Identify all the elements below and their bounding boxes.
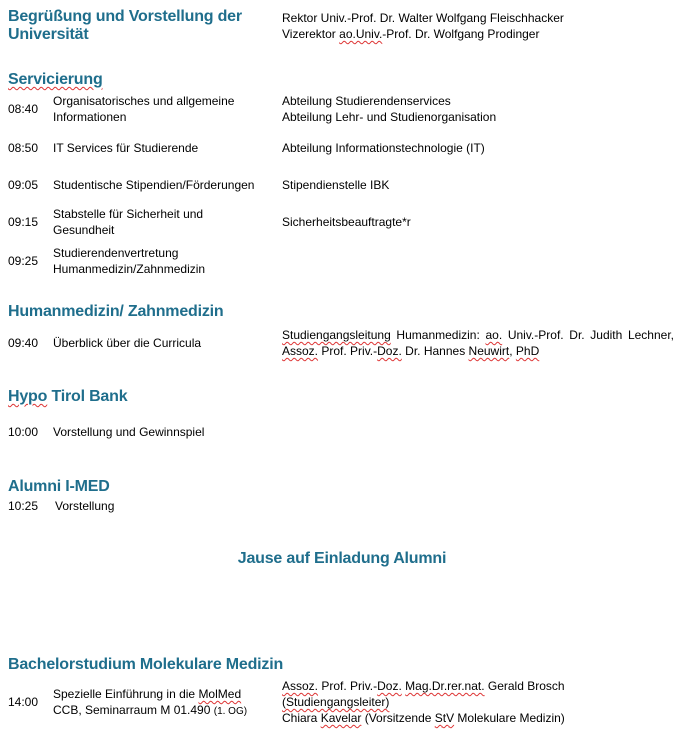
topic-line: Humanmedizin/Zahnmedizin [53,262,206,276]
topic-line: Informationen [53,110,127,124]
schedule-topic: Überblick über die Curricula [53,336,202,350]
bachelor-title: Bachelorstudium Molekulare Medizin [8,656,284,673]
presenter-line [282,710,565,726]
schedule-topic [53,206,203,238]
topic-line [53,686,247,702]
presenter-line: Abteilung Studierendenservices [282,94,451,108]
text-part: Assoz. [282,679,319,693]
welcome-title-line2: Universität [8,26,89,43]
schedule-presenter [282,678,565,726]
presenter-vicerector [282,26,564,42]
text-part: Tirol Bank [47,388,128,405]
presenter-line: Abteilung Lehr- und Studienorganisation [282,110,497,124]
text-part: Prof. Priv.- [318,679,378,693]
presenter-line: (Studiengangsleiter) [282,695,390,709]
topic-line: Stabstelle für Sicherheit und [53,207,204,221]
presenter-rector: Rektor Univ.-Prof. Dr. Walter Wolfgang Fleischhacker [282,11,564,25]
schedule-topic: Vorstellung [55,499,115,513]
presenter-line [282,343,674,359]
text-part: Studiengangsleitung [282,328,391,342]
text-part: StV [434,711,455,725]
welcome-presenters [282,10,564,42]
welcome-title-line1: Begrüßung und Vorstellung der [8,8,242,25]
text-part: (Vorsitzende [361,711,435,725]
schedule-presenter [282,93,496,125]
break-title: Jause auf Einladung Alumni [237,550,447,567]
text-part: Molekulare Medizin) [454,711,565,725]
schedule-time: 10:00 [8,425,39,439]
text-part: MolMed [198,687,242,701]
text-part: Prof. Priv.- [318,344,378,358]
text-part: Kavelar [320,711,362,725]
text-part: Humanmedizin: [390,328,486,342]
hypo-title [8,388,127,406]
schedule-presenter: Stipendienstelle IBK [282,178,390,192]
presenter-line [282,678,565,694]
text-part: Gerald Brosch [484,679,565,693]
schedule-presenter: Sicherheitsbeauftragte*r [282,215,411,229]
text-part: Doz. [377,679,402,693]
schedule-time: 09:40 [8,336,39,350]
text-part: Dr. Hannes [401,344,469,358]
text-part: Doz. [377,344,402,358]
schedule-time: 09:05 [8,178,39,192]
text-part: Chiara [282,711,321,725]
text-part: (1. OG) [213,706,248,717]
schedule-topic: IT Services für Studierende [53,141,199,155]
schedule-presenter: Abteilung Informationstechnologie (IT) [282,141,485,155]
schedule-topic [53,245,205,277]
schedule-presenter [282,327,674,359]
schedule-time: 09:15 [8,215,39,229]
schedule-topic: Vorstellung und Gewinnspiel [53,425,205,439]
schedule-topic [53,686,247,720]
presenter-line [282,327,674,343]
text-part: PhD [515,344,540,358]
schedule-topic [53,93,234,125]
topic-line: Organisatorisches und allgemeine [53,94,235,108]
schedule-time: 14:00 [8,695,39,709]
text-part: Mag.Dr.rer.nat. [405,679,485,693]
schedule-time: 09:25 [8,254,39,268]
welcome-title [8,8,242,44]
topic-line: Studierendenvertretung [53,246,179,260]
text-part: -Prof. Dr. Wolfgang Prodinger [382,27,540,41]
topic-line [53,702,247,720]
text-part: Neuwirt [468,344,510,358]
text-part: ao. [485,328,503,342]
text-part: Assoz. [282,344,319,358]
text-part: , [509,344,516,358]
schedule-time: 08:50 [8,141,39,155]
text-part: Spezielle Einführung in die [53,687,199,701]
text-part: Vizerektor [282,27,340,41]
servicing-title: Servicierung [8,71,103,88]
text-part: CCB, Seminarraum M 01.490 [53,703,214,717]
text-part: ao.Univ. [339,27,383,41]
human-title: Humanmedizin/ Zahnmedizin [8,303,224,320]
text-part: Univ.-Prof. Dr. Judith Lechner, [502,328,674,342]
schedule-topic: Studentische Stipendien/Förderungen [53,178,255,192]
alumni-title: Alumni I-MED [8,478,110,495]
topic-line: Gesundheit [53,223,115,237]
schedule-time: 10:25 [8,499,39,513]
schedule-time: 08:40 [8,102,39,116]
text-part: Hypo [8,388,48,405]
